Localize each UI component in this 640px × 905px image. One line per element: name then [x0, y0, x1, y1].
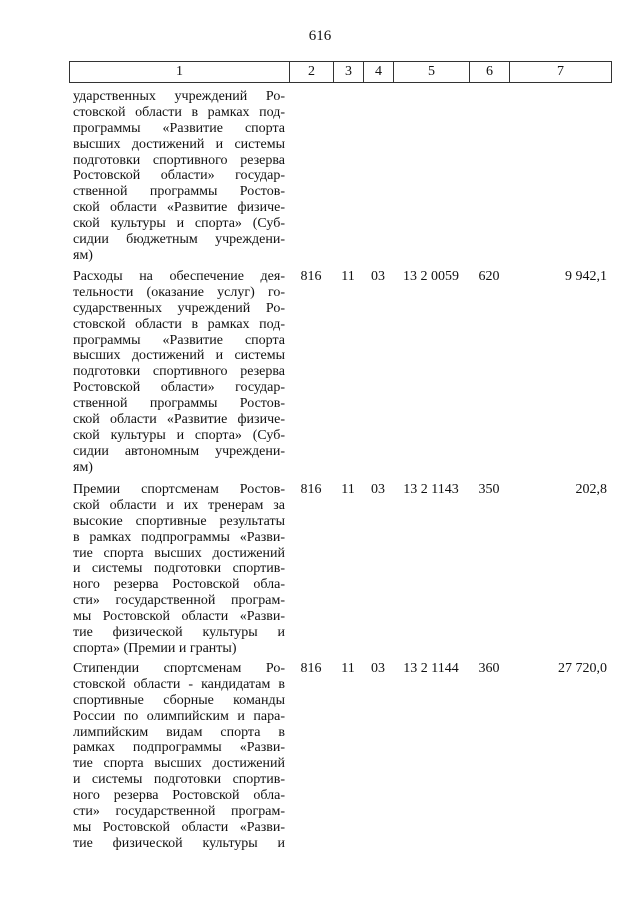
description-line: мы Ростовской области «Разви- — [73, 819, 285, 835]
description-line: тие спорта высших достижений — [73, 756, 285, 772]
description-line: ударственных учреждений Ро- — [73, 89, 285, 104]
cell-subsection: 03 — [371, 482, 385, 497]
description-line: ской области «Развитие физиче- — [73, 412, 285, 428]
description-line: и системы подготовки спортив- — [73, 772, 285, 788]
row-description — [73, 269, 285, 476]
description-line: Расходы на обеспечение дея- — [73, 269, 285, 284]
description-line: стовской области в рамках под- — [73, 104, 285, 120]
description-line: в рамках подпрограммы «Разви- — [73, 529, 285, 545]
description-line: сидии бюджетным учреждени- — [73, 232, 285, 248]
description-line: Ростовской области» государ- — [73, 380, 285, 396]
description-line: России по олимпийским и пара- — [73, 708, 285, 724]
header-col-3: 3 — [334, 62, 364, 83]
description-line: стовской области в рамках под- — [73, 316, 285, 332]
description-line: ской области и их тренерам за — [73, 497, 285, 513]
table-header — [69, 61, 612, 83]
description-line: тие физической культуры и — [73, 625, 285, 641]
cell-ministry-code: 816 — [300, 269, 322, 284]
description-line: Ростовской области» государ- — [73, 168, 285, 184]
description-line: мы Ростовской области «Разви- — [73, 609, 285, 625]
description-line: высокие спортивные результаты — [73, 513, 285, 529]
cell-section: 11 — [341, 661, 355, 676]
description-line: сударственных учреждений Ро- — [73, 300, 285, 316]
description-line: спортивные сборные команды — [73, 692, 285, 708]
row-description — [73, 482, 285, 657]
cell-section: 11 — [341, 269, 355, 284]
description-line: ного резерва Ростовской обла- — [73, 577, 285, 593]
description-line: тие физической культуры и — [73, 835, 285, 851]
header-col-4: 4 — [364, 62, 394, 83]
description-line: Премии спортсменам Ростов- — [73, 482, 285, 497]
description-line: ям) — [73, 459, 93, 475]
cell-subsection: 03 — [371, 269, 385, 284]
cell-amount: 202,8 — [575, 482, 607, 497]
cell-expense-type: 360 — [478, 661, 500, 676]
description-line: ям) — [73, 247, 93, 263]
description-line: сти» государственной програм- — [73, 804, 285, 820]
cell-expense-type: 350 — [478, 482, 500, 497]
description-line: тельности (оказание услуг) го- — [73, 284, 285, 300]
cell-target-article: 13 2 1144 — [403, 661, 459, 676]
cell-ministry-code: 816 — [300, 482, 322, 497]
cell-section: 11 — [341, 482, 355, 497]
description-line: программы «Развитие спорта — [73, 332, 285, 348]
description-line: ской области «Развитие физиче- — [73, 200, 285, 216]
description-line: стовской области - кандидатам в — [73, 676, 285, 692]
cell-target-article: 13 2 1143 — [403, 482, 459, 497]
description-line: высших достижений и системы — [73, 348, 285, 364]
description-line: сидии автономным учреждени- — [73, 443, 285, 459]
description-line: ственной программы Ростов- — [73, 184, 285, 200]
description-line: ской культуры и спорта» (Суб- — [73, 427, 285, 443]
description-line: подготовки спортивного резерва — [73, 152, 285, 168]
header-col-1: 1 — [70, 62, 290, 83]
cell-ministry-code: 816 — [300, 661, 322, 676]
row-description — [73, 89, 285, 264]
cell-subsection: 03 — [371, 661, 385, 676]
cell-expense-type: 620 — [478, 269, 500, 284]
cell-target-article: 13 2 0059 — [403, 269, 459, 284]
description-line: Стипендии спортсменам Ро- — [73, 661, 285, 676]
header-col-6: 6 — [470, 62, 510, 83]
description-line: и системы подготовки спортив- — [73, 561, 285, 577]
cell-amount: 9 942,1 — [565, 269, 607, 284]
description-line: рамках подпрограммы «Разви- — [73, 740, 285, 756]
description-line: ного резерва Ростовской обла- — [73, 788, 285, 804]
description-line: спорта» (Премии и гранты) — [73, 640, 237, 656]
description-line: ственной программы Ростов- — [73, 396, 285, 412]
cell-amount: 27 720,0 — [558, 661, 607, 676]
description-line: высших достижений и системы — [73, 136, 285, 152]
description-line: лимпийским видам спорта в — [73, 724, 285, 740]
description-line: тие спорта высших достижений — [73, 545, 285, 561]
description-line: программы «Развитие спорта — [73, 120, 285, 136]
page-number: 616 — [308, 28, 332, 44]
description-line: сти» государственной програм- — [73, 593, 285, 609]
description-line: ской культуры и спорта» (Суб- — [73, 216, 285, 232]
header-col-7: 7 — [510, 62, 612, 83]
header-col-5: 5 — [394, 62, 470, 83]
header-col-2: 2 — [290, 62, 334, 83]
row-description — [73, 661, 285, 852]
description-line: подготовки спортивного резерва — [73, 364, 285, 380]
